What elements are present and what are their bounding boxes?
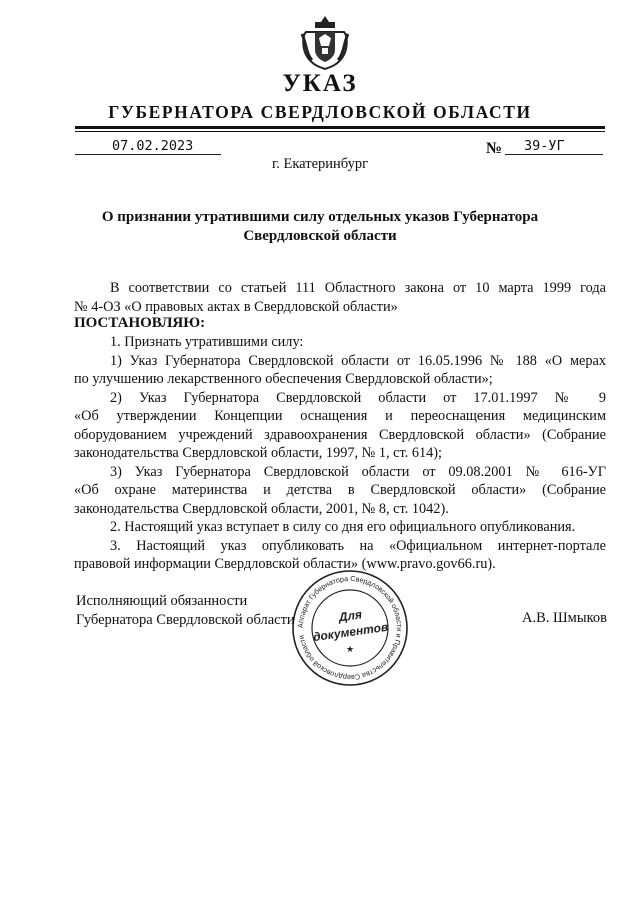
item-1-1-line-b: по улучшению лекарственного обеспечения Свердловской области»; [74, 371, 493, 387]
item-1-2-line-d: законодательства Свердловской области, 1997, № 1, ст. 614); [74, 445, 443, 461]
signatory-position [76, 592, 295, 629]
stamp-center-line-2: документов [312, 619, 389, 645]
document-date: 07.02.2023 [112, 138, 194, 154]
item-3-line-a: 3. Настоящий указ опубликовать на «Официальном интернет-портале [110, 537, 606, 554]
stamp-ring-text: Аппарат Губернатора Свердловской области и Правительства Свердловской области [295, 573, 405, 683]
signatory-name: А.В. Шмыков [522, 610, 607, 626]
number-label: № [486, 140, 503, 157]
document-type-title: УКАЗ [282, 70, 358, 97]
star-icon: ★ [345, 645, 355, 655]
item-3-line-b: правовой информации Свердловской области» (www.pravo.gov66.ru). [74, 556, 496, 572]
intro-line-2: № 4-ОЗ «О правовых актах в Свердловской области» [74, 298, 398, 315]
item-1-3-line-c: законодательства Свердловской области, 2001, № 8, ст. 1042). [74, 500, 449, 517]
signatory-position-line-2: Губернатора Свердловской области [76, 611, 295, 628]
stamp-center-line-1: Для [337, 607, 363, 625]
city: г. Екатеринбург [271, 156, 369, 172]
number-underline [505, 154, 603, 155]
item-2: 2. Настоящий указ вступает в силу со дня его официального опубликования. [110, 519, 576, 535]
item-1: 1. Признать утратившими силу: [110, 334, 304, 350]
item-1-2-line-a: 2) Указ Губернатора Свердловской области от 17.01.1997 № 9 [110, 389, 606, 406]
official-stamp [290, 568, 410, 688]
item-1-3-line-a: 3) Указ Губернатора Свердловской области от 09.08.2001 № 616-УГ [110, 463, 606, 480]
header-rule-thick [75, 126, 605, 129]
item-1-2-line-b: «Об утверждении Концепции оснащения и переоснащения медицинским [74, 408, 606, 424]
signatory-position-line-1: Исполняющий обязанности [76, 593, 248, 609]
item-1-1-line-a: 1) Указ Губернатора Свердловской области от 16.05.1996 № 188 «О мерах [110, 352, 606, 369]
header-rule-thin [75, 131, 605, 132]
document-number: 39-УГ [524, 138, 565, 154]
decree-word: ПОСТАНОВЛЯЮ: [74, 315, 206, 331]
issuer-subtitle: ГУБЕРНАТОРА СВЕРДЛОВСКОЙ ОБЛАСТИ [108, 102, 532, 122]
item-1-3-line-b: «Об охране материнства и детства в Свердловской области» (Собрание [74, 482, 606, 498]
intro-line-1: В соответствии со статьей 111 Областного закона от 10 марта 1999 года [110, 280, 606, 296]
document-title: О признании утратившими силу отдельных указов Губернатора Свердловской области [101, 209, 539, 244]
coat-of-arms-icon [300, 14, 350, 70]
item-1-2-line-c: оборудованием учреждений здравоохранения Свердловской области» (Собрание [74, 426, 606, 443]
date-underline [75, 154, 221, 155]
